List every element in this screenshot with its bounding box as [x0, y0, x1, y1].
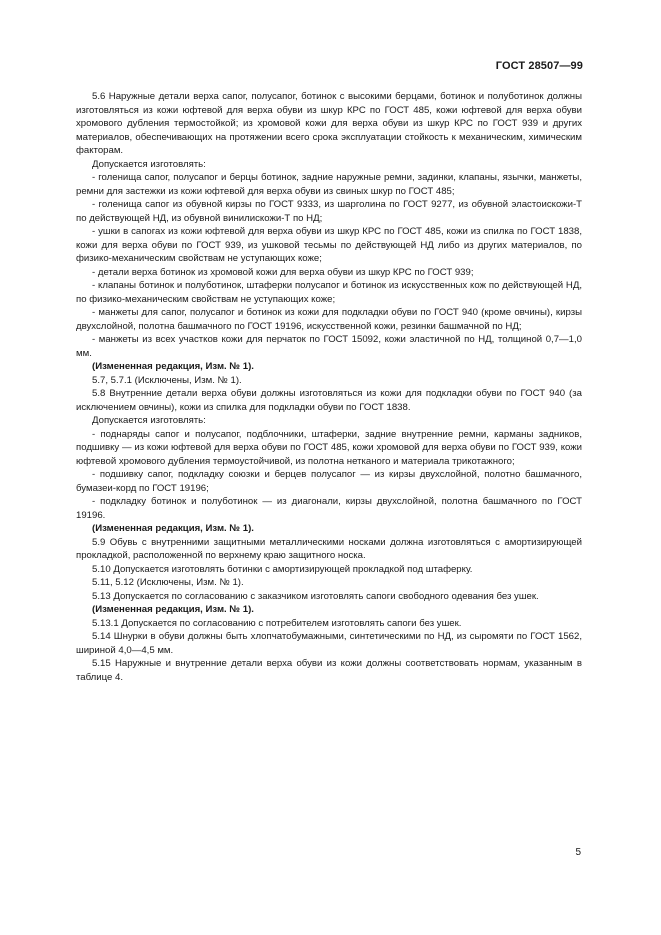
paragraph: 5.9 Обувь с внутренними защитными металлическими носками должна изготовляться с амортизирующей прокладкой, расположенной по верхнему краю защитного носка.: [76, 536, 582, 561]
amendment-note: (Измененная редакция, Изм. № 1).: [92, 604, 254, 615]
page-number: 5: [575, 847, 581, 858]
paragraph: 5.8 Внутренние детали верха обуви должны изготовляться из кожи для подкладки обуви по ГОСТ 940 (за исключением овчины), кожи из спилка для подкладки обуви по ГОСТ 1838.: [76, 388, 582, 413]
paragraph: 5.15 Наружные и внутренние детали верха обуви из кожи должны соответствовать нормам, указанным в таблице 4.: [76, 658, 582, 683]
paragraph: 5.13.1 Допускается по согласованию с потребителем изготовлять сапоги без ушек.: [92, 617, 462, 629]
amendment-note: (Измененная редакция, Изм. № 1).: [92, 361, 254, 372]
amendment-note: (Измененная редакция, Изм. № 1).: [92, 523, 254, 534]
paragraph: - манжеты для сапог, полусапог и ботинок из кожи для подкладки обуви по ГОСТ 940 (кроме овчины), кирзы двухслойной, полотна башмачного по ГОСТ 19196, искусственной кожи, резинки башмачной по НД;: [76, 307, 582, 332]
paragraph: - подшивку сапог, подкладку союзки и берцев полусапог — из кирзы двухслойной, полотно башмачного, бумазеи-корд по ГОСТ 19196;: [76, 469, 582, 494]
paragraph: 5.10 Допускается изготовлять ботинки с амортизирующей прокладкой под штаферку.: [92, 563, 473, 575]
paragraph: - подкладку ботинок и полуботинок — из диагонали, кирзы двухслойной, полотна башмачного по ГОСТ 19196.: [76, 496, 582, 521]
paragraph: Допускается изготовлять:: [92, 158, 206, 170]
paragraph: 5.14 Шнурки в обуви должны быть хлопчатобумажными, синтетическими по НД, из сыромяти по ГОСТ 1562, шириной 4,0—4,5 мм.: [76, 631, 582, 656]
paragraph: - голенища сапог из обувной кирзы по ГОСТ 9333, из шарголина по ГОСТ 9277, из обувной эластоискожи-Т по действующей НД, из обувной винилискожи-Т по НД;: [76, 199, 582, 224]
document-body: [76, 90, 582, 684]
paragraph: 5.13 Допускается по согласованию с заказчиком изготовлять сапоги свободного одевания без ушек.: [92, 590, 539, 602]
paragraph: - ушки в сапогах из кожи юфтевой для верха обуви из шкур КРС по ГОСТ 485, кожи из спилка по ГОСТ 1838, кожи для верха обуви по ГОСТ 939, из ушковой тесьмы по действующей НД либо из других материалов, по физико-механическим свойствам не уступающих коже;: [76, 226, 582, 264]
paragraph: Допускается изготовлять:: [92, 415, 206, 426]
document-header: ГОСТ 28507—99: [495, 60, 583, 72]
paragraph: 5.11, 5.12 (Исключены, Изм. № 1).: [92, 577, 244, 588]
paragraph: - манжеты из всех участков кожи для перчаток по ГОСТ 15092, кожи эластичной по НД, толщиной 0,7—1,0 мм.: [76, 334, 582, 359]
paragraph: 5.7, 5.7.1 (Исключены, Изм. № 1).: [92, 374, 242, 386]
paragraph: - детали верха ботинок из хромовой кожи для верха обуви из шкур КРС по ГОСТ 939;: [92, 266, 474, 278]
paragraph: - поднаряды сапог и полусапог, подблочники, штаферки, задние внутренние ремни, карманы задников, подшивку — из кожи юфтевой для верха обуви по ГОСТ 485, кожи хромовой для верха обуви по ГОСТ 939, кожи юфтевой хромового дубления термоустойчивой, из полотна нетканого и материала трикотажного;: [76, 428, 582, 467]
paragraph: 5.6 Наружные детали верха сапог, полусапог, ботинок с высокими берцами, ботинок и полуботинок должны изготовляться из кожи юфтевой для верха обуви из шкур КРС по ГОСТ 485, кожи юфтевой для верха обуви хромового дубления термостойкой; из хромовой кожи для верха обуви из шкур КРС по ГОСТ 939 и других материалов, обеспечивающих на протяжении всего срока эксплуатации стойкость к механическим, химическим факторам.: [76, 91, 582, 156]
paragraph: - клапаны ботинок и полуботинок, штаферки полусапог и ботинок из искусственных кож по действующей НД, по физико-механическим свойствам не уступающих коже;: [76, 280, 582, 305]
paragraph: - голенища сапог, полусапог и берцы ботинок, задние наружные ремни, задинки, клапаны, язычки, манжеты, ремни для застежки из кожи юфтевой для верха обуви из свиных шкур по ГОСТ 485;: [76, 172, 582, 197]
